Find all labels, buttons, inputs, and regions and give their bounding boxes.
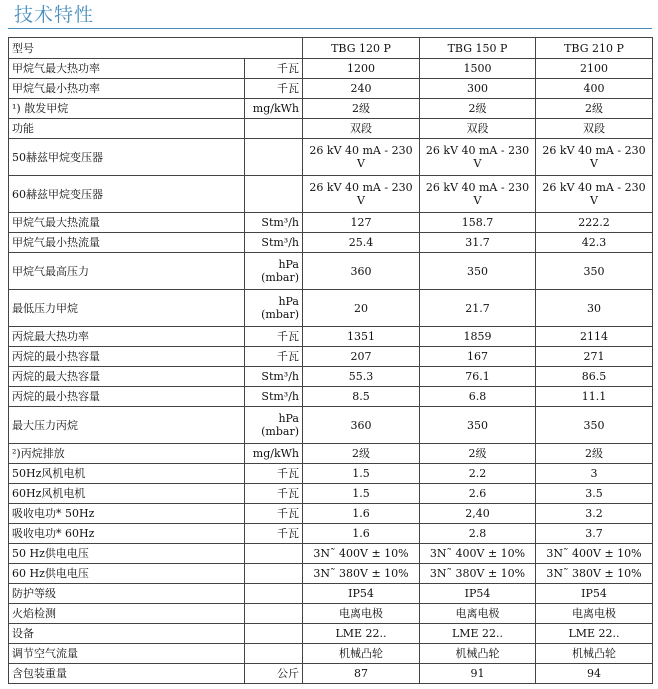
row-unit [245, 290, 303, 327]
row-unit: mg/kWh [245, 99, 303, 119]
row-value: 1.5 [303, 464, 420, 484]
row-value: 360 [303, 253, 420, 290]
row-value: 222.2 [536, 213, 653, 233]
row-value: 3.5 [536, 484, 653, 504]
row-unit: 公斤 [245, 664, 303, 684]
row-value: 3 [536, 464, 653, 484]
row-value: 350 [536, 407, 653, 444]
section-title: 技术特性 [14, 4, 95, 26]
row-label: 50赫兹甲烷变压器 [9, 139, 245, 176]
row-value: 271 [536, 347, 653, 367]
row-value: 350 [420, 253, 536, 290]
row-value: 350 [420, 407, 536, 444]
row-value: 机械凸轮 [303, 644, 420, 664]
table-header-row [9, 38, 653, 59]
row-label: 甲烷气最高压力 [9, 253, 245, 290]
row-value: 2级 [536, 99, 653, 119]
table-row [9, 644, 653, 664]
row-value: 1.5 [303, 484, 420, 504]
table-row [9, 387, 653, 407]
row-label: 防护等级 [9, 584, 245, 604]
row-value: 2.2 [420, 464, 536, 484]
table-row [9, 79, 653, 99]
row-label: 60赫兹甲烷变压器 [9, 176, 245, 213]
row-unit-line: hPa [278, 412, 299, 425]
table-row [9, 290, 653, 327]
row-unit: 千瓦 [245, 524, 303, 544]
table-row [9, 99, 653, 119]
row-unit: 千瓦 [245, 464, 303, 484]
row-value: 1351 [303, 327, 420, 347]
row-value: 双段 [536, 119, 653, 139]
table-row [9, 347, 653, 367]
row-label: 甲烷气最小热功率 [9, 79, 245, 99]
row-value: 2级 [420, 99, 536, 119]
row-unit [245, 176, 303, 213]
table-row [9, 233, 653, 253]
row-value: 2级 [420, 444, 536, 464]
table-row [9, 604, 653, 624]
row-unit: 千瓦 [245, 504, 303, 524]
row-value: 21.7 [420, 290, 536, 327]
row-value: 91 [420, 664, 536, 684]
row-value: IP54 [303, 584, 420, 604]
table-row [9, 564, 653, 584]
row-unit: 千瓦 [245, 59, 303, 79]
model-header: TBG 210 P [536, 38, 653, 59]
row-value: 400 [536, 79, 653, 99]
row-unit [245, 119, 303, 139]
row-label: 甲烷气最小热流量 [9, 233, 245, 253]
row-label: 火焰检测 [9, 604, 245, 624]
row-value: 55.3 [303, 367, 420, 387]
row-value: IP54 [420, 584, 536, 604]
table-row [9, 504, 653, 524]
row-unit: 千瓦 [245, 484, 303, 504]
row-value: 26 kV 40 mA - 230 V [420, 139, 536, 176]
row-label: 60Hz风机电机 [9, 484, 245, 504]
row-unit [245, 564, 303, 584]
row-value: 1.6 [303, 524, 420, 544]
title-divider [8, 28, 652, 29]
row-value: LME 22.. [420, 624, 536, 644]
row-unit: Stm³/h [245, 387, 303, 407]
row-value: 87 [303, 664, 420, 684]
row-unit-line: (mbar) [261, 308, 299, 321]
row-unit [245, 544, 303, 564]
row-label: 丙烷的最小热容量 [9, 347, 245, 367]
table-row [9, 544, 653, 564]
row-value: 2级 [303, 444, 420, 464]
row-value: 167 [420, 347, 536, 367]
row-unit-line: hPa [278, 295, 299, 308]
row-value: LME 22.. [303, 624, 420, 644]
row-value: 2114 [536, 327, 653, 347]
row-value: 3N˜ 400V ± 10% [420, 544, 536, 564]
table-row [9, 139, 653, 176]
row-label: 调节空气流量 [9, 644, 245, 664]
row-unit: 千瓦 [245, 79, 303, 99]
row-unit [245, 584, 303, 604]
row-value: 2,40 [420, 504, 536, 524]
row-value: 86.5 [536, 367, 653, 387]
row-value: 360 [303, 407, 420, 444]
row-label: ¹) 散发甲烷 [9, 99, 245, 119]
row-value: 电离电极 [420, 604, 536, 624]
row-value: 2级 [303, 99, 420, 119]
row-label: 最低压力甲烷 [9, 290, 245, 327]
row-value: 127 [303, 213, 420, 233]
row-label: 含包装重量 [9, 664, 245, 684]
table-row [9, 253, 653, 290]
row-value: 2.8 [420, 524, 536, 544]
row-value: LME 22.. [536, 624, 653, 644]
row-value: 20 [303, 290, 420, 327]
row-value: 26 kV 40 mA - 230 V [536, 176, 653, 213]
row-value: 26 kV 40 mA - 230 V [420, 176, 536, 213]
row-value: 3.2 [536, 504, 653, 524]
row-value: 3N˜ 380V ± 10% [303, 564, 420, 584]
row-unit: 千瓦 [245, 327, 303, 347]
row-value: 26 kV 40 mA - 230 V [536, 139, 653, 176]
table-row [9, 664, 653, 684]
row-value: 6.8 [420, 387, 536, 407]
table-row [9, 213, 653, 233]
model-header: TBG 120 P [303, 38, 420, 59]
row-value: 76.1 [420, 367, 536, 387]
table-row [9, 367, 653, 387]
table-row [9, 327, 653, 347]
row-value: 11.1 [536, 387, 653, 407]
row-value: 42.3 [536, 233, 653, 253]
row-label: 50Hz风机电机 [9, 464, 245, 484]
row-label: 50 Hz供电电压 [9, 544, 245, 564]
row-value: 300 [420, 79, 536, 99]
row-unit [245, 604, 303, 624]
row-label: 吸收电功* 50Hz [9, 504, 245, 524]
table-row [9, 407, 653, 444]
row-value: 158.7 [420, 213, 536, 233]
row-unit-line: (mbar) [261, 271, 299, 284]
row-value: 2100 [536, 59, 653, 79]
table-row [9, 624, 653, 644]
table-row [9, 59, 653, 79]
row-value: 3N˜ 380V ± 10% [420, 564, 536, 584]
row-label: 设备 [9, 624, 245, 644]
row-unit [245, 644, 303, 664]
table-row [9, 444, 653, 464]
row-value: 350 [536, 253, 653, 290]
row-unit: Stm³/h [245, 367, 303, 387]
row-unit: mg/kWh [245, 444, 303, 464]
row-unit: 千瓦 [245, 347, 303, 367]
row-value: 30 [536, 290, 653, 327]
row-value: 3N˜ 400V ± 10% [536, 544, 653, 564]
row-value: 207 [303, 347, 420, 367]
row-value: 26 kV 40 mA - 230 V [303, 139, 420, 176]
row-unit: Stm³/h [245, 213, 303, 233]
row-label: 最大压力丙烷 [9, 407, 245, 444]
row-value: 8.5 [303, 387, 420, 407]
table-row [9, 484, 653, 504]
row-value: 机械凸轮 [420, 644, 536, 664]
row-label: 功能 [9, 119, 245, 139]
table-row [9, 119, 653, 139]
row-value: 1200 [303, 59, 420, 79]
row-label: 甲烷气最大热功率 [9, 59, 245, 79]
table-row [9, 524, 653, 544]
row-label: 丙烷的最小热容量 [9, 387, 245, 407]
header-label: 型号 [9, 38, 303, 59]
row-value: 240 [303, 79, 420, 99]
row-label: 丙烷的最大热容量 [9, 367, 245, 387]
row-unit [245, 253, 303, 290]
row-value: 1.6 [303, 504, 420, 524]
row-label: 甲烷气最大热流量 [9, 213, 245, 233]
model-header: TBG 150 P [420, 38, 536, 59]
row-value: 2.6 [420, 484, 536, 504]
row-value: 1500 [420, 59, 536, 79]
row-value: 3.7 [536, 524, 653, 544]
row-unit-line: hPa [278, 258, 299, 271]
row-value: 3N˜ 380V ± 10% [536, 564, 653, 584]
row-value: 3N˜ 400V ± 10% [303, 544, 420, 564]
table-row [9, 176, 653, 213]
row-unit [245, 624, 303, 644]
row-label: ²)丙烷排放 [9, 444, 245, 464]
row-value: 26 kV 40 mA - 230 V [303, 176, 420, 213]
row-value: 1859 [420, 327, 536, 347]
row-value: 机械凸轮 [536, 644, 653, 664]
row-label: 丙烷最大热功率 [9, 327, 245, 347]
table-row [9, 584, 653, 604]
row-value: 电离电极 [303, 604, 420, 624]
spec-table [8, 37, 653, 684]
row-label: 吸收电功* 60Hz [9, 524, 245, 544]
row-unit [245, 139, 303, 176]
table-row [9, 464, 653, 484]
row-unit-line: (mbar) [261, 425, 299, 438]
row-value: 25.4 [303, 233, 420, 253]
row-value: 电离电极 [536, 604, 653, 624]
row-value: 31.7 [420, 233, 536, 253]
row-unit: Stm³/h [245, 233, 303, 253]
row-value: 双段 [420, 119, 536, 139]
spec-table-body [9, 38, 653, 684]
row-value: 94 [536, 664, 653, 684]
row-unit [245, 407, 303, 444]
row-value: 2级 [536, 444, 653, 464]
row-label: 60 Hz供电电压 [9, 564, 245, 584]
row-value: 双段 [303, 119, 420, 139]
row-value: IP54 [536, 584, 653, 604]
